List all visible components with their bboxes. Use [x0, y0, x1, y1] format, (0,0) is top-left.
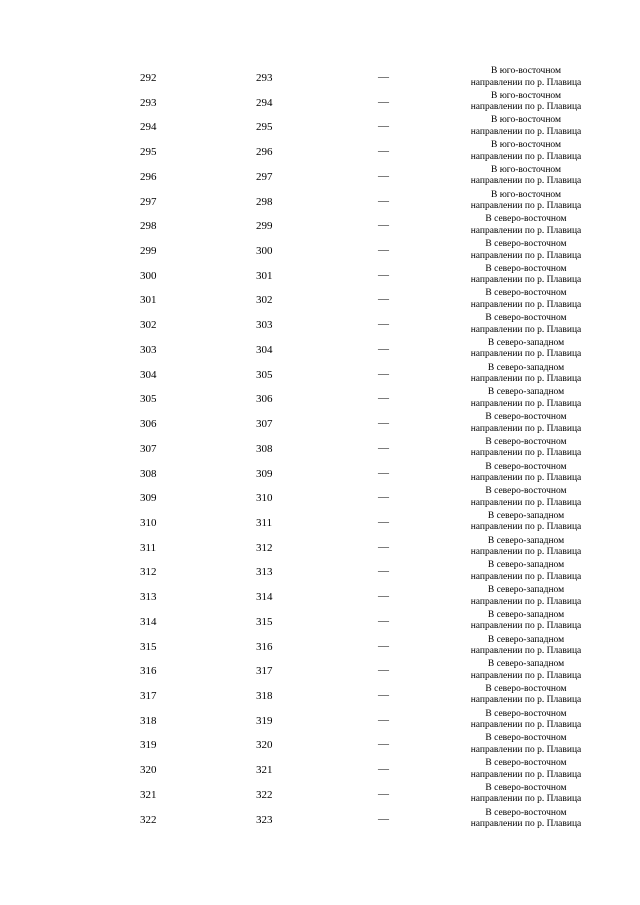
point-from: 296 [140, 170, 157, 183]
direction-description [458, 585, 594, 610]
direction-line: В северо-западном [487, 634, 565, 645]
point-to: 301 [256, 269, 273, 282]
empty-cell-dash: — [378, 441, 389, 454]
table-row [0, 115, 640, 140]
direction-line: В юго-восточном [491, 115, 561, 126]
table-row [0, 511, 640, 536]
river-line: направлении по р. Плавица [470, 349, 582, 360]
direction-line: В северо-восточном [485, 708, 567, 719]
point-to: 302 [256, 294, 273, 307]
river-line: направлении по р. Плавица [470, 324, 582, 335]
empty-cell-dash: — [378, 169, 389, 182]
table-row [0, 91, 640, 116]
table-row [0, 165, 640, 190]
point-from: 298 [140, 220, 157, 233]
direction-line: В северо-восточном [485, 486, 567, 497]
direction-line: В юго-восточном [491, 90, 561, 101]
river-line: направлении по р. Плавица [470, 275, 582, 286]
point-from: 292 [140, 72, 157, 84]
direction-line: В северо-восточном [485, 239, 567, 250]
point-to: 293 [256, 72, 273, 84]
direction-description [458, 808, 594, 833]
empty-cell-dash: — [378, 342, 389, 355]
table-row [0, 140, 640, 165]
point-from: 294 [140, 121, 157, 134]
boundary-points-table [0, 66, 640, 832]
direction-description [458, 462, 594, 487]
point-to: 303 [256, 319, 273, 332]
empty-cell-dash: — [378, 194, 389, 207]
point-from: 305 [140, 393, 157, 406]
direction-line: В северо-западном [487, 609, 565, 620]
table-row [0, 190, 640, 215]
empty-cell-dash: — [378, 244, 389, 257]
empty-cell-dash: — [378, 120, 389, 133]
point-to: 322 [256, 788, 273, 801]
river-line: направлении по р. Плавица [470, 819, 582, 830]
point-to: 321 [256, 764, 273, 777]
direction-line: В северо-восточном [485, 412, 567, 423]
point-from: 303 [140, 343, 157, 356]
direction-description [458, 536, 594, 561]
table-row [0, 462, 640, 487]
direction-description [458, 190, 594, 215]
direction-description [458, 709, 594, 734]
point-from: 297 [140, 195, 157, 208]
point-to: 308 [256, 442, 273, 455]
point-from: 315 [140, 640, 157, 653]
direction-line: В северо-восточном [485, 214, 567, 225]
direction-description [458, 758, 594, 783]
point-from: 318 [140, 714, 157, 727]
point-to: 295 [256, 121, 273, 134]
point-from: 321 [140, 788, 157, 801]
point-from: 295 [140, 146, 157, 159]
direction-description [458, 610, 594, 635]
point-from: 313 [140, 591, 157, 604]
table-row [0, 684, 640, 709]
table-row [0, 808, 640, 833]
river-line: направлении по р. Плавица [470, 621, 582, 632]
empty-cell-dash: — [378, 95, 389, 108]
direction-description [458, 91, 594, 116]
direction-line: В северо-восточном [485, 263, 567, 274]
river-line: направлении по р. Плавица [470, 646, 582, 657]
direction-line: В северо-восточном [485, 436, 567, 447]
table-row [0, 758, 640, 783]
direction-description [458, 214, 594, 239]
empty-cell-dash: — [378, 664, 389, 677]
point-to: 305 [256, 368, 273, 381]
table-row [0, 486, 640, 511]
direction-description [458, 264, 594, 289]
direction-description [458, 635, 594, 660]
empty-cell-dash: — [378, 318, 389, 331]
point-to: 317 [256, 665, 273, 678]
point-to: 309 [256, 467, 273, 480]
empty-cell-dash: — [378, 738, 389, 751]
river-line: направлении по р. Плавица [470, 769, 582, 780]
point-to: 298 [256, 195, 273, 208]
direction-description [458, 288, 594, 313]
direction-line: В северо-западном [487, 560, 565, 571]
river-line: направлении по р. Плавица [470, 497, 582, 508]
empty-cell-dash: — [378, 145, 389, 158]
river-line: направлении по р. Плавица [470, 374, 582, 385]
point-to: 310 [256, 492, 273, 505]
river-line: направлении по р. Плавица [470, 596, 582, 607]
direction-line: В юго-восточном [491, 164, 561, 175]
river-line: направлении по р. Плавица [470, 695, 582, 706]
river-line: направлении по р. Плавица [470, 176, 582, 187]
empty-cell-dash: — [378, 713, 389, 726]
table-row [0, 610, 640, 635]
river-line: направлении по р. Плавица [470, 547, 582, 558]
point-to: 306 [256, 393, 273, 406]
river-line: направлении по р. Плавица [470, 299, 582, 310]
empty-cell-dash: — [378, 466, 389, 479]
empty-cell-dash: — [378, 614, 389, 627]
table-row [0, 313, 640, 338]
point-to: 316 [256, 640, 273, 653]
river-line: направлении по р. Плавица [470, 571, 582, 582]
river-line: направлении по р. Плавица [470, 473, 582, 483]
river-line: направлении по р. Плавица [470, 225, 582, 236]
table-row [0, 585, 640, 610]
table-row [0, 733, 640, 758]
point-from: 306 [140, 418, 157, 431]
point-to: 299 [256, 220, 273, 233]
point-to: 296 [256, 146, 273, 159]
empty-cell-dash: — [378, 515, 389, 528]
point-to: 314 [256, 591, 273, 604]
direction-description [458, 165, 594, 190]
direction-description [458, 412, 594, 437]
direction-description [458, 387, 594, 412]
table-row [0, 288, 640, 313]
direction-line: В юго-восточном [491, 189, 561, 200]
river-line: направлении по р. Плавица [470, 670, 582, 681]
point-from: 302 [140, 319, 157, 332]
empty-cell-dash: — [378, 565, 389, 578]
river-line: направлении по р. Плавица [470, 151, 582, 162]
point-from: 319 [140, 739, 157, 752]
direction-description [458, 313, 594, 338]
empty-cell-dash: — [378, 417, 389, 430]
direction-description [458, 659, 594, 684]
point-from: 300 [140, 269, 157, 282]
table-row [0, 66, 640, 91]
river-line: направлении по р. Плавица [470, 522, 582, 533]
table-row [0, 412, 640, 437]
direction-line: В северо-восточном [485, 461, 567, 472]
river-line: направлении по р. Плавица [470, 250, 582, 261]
direction-description [458, 239, 594, 264]
direction-line: В северо-восточном [485, 733, 567, 744]
point-from: 293 [140, 96, 157, 109]
empty-cell-dash: — [378, 491, 389, 504]
direction-description [458, 437, 594, 462]
direction-description [458, 684, 594, 709]
point-from: 310 [140, 516, 157, 529]
point-to: 312 [256, 541, 273, 554]
direction-description [458, 511, 594, 536]
point-from: 314 [140, 615, 157, 628]
empty-cell-dash: — [378, 812, 389, 825]
direction-line: В северо-западном [487, 585, 565, 596]
river-line: направлении по р. Плавица [470, 398, 582, 409]
empty-cell-dash: — [378, 688, 389, 701]
point-to: 307 [256, 418, 273, 431]
table-row [0, 387, 640, 412]
table-row [0, 363, 640, 388]
point-to: 304 [256, 343, 273, 356]
point-from: 301 [140, 294, 157, 307]
river-line: направлении по р. Плавица [470, 794, 582, 805]
river-line: направлении по р. Плавица [470, 102, 582, 113]
river-line: направлении по р. Плавица [470, 720, 582, 731]
direction-line: В северо-западном [487, 659, 565, 670]
direction-description [458, 66, 594, 91]
point-to: 313 [256, 566, 273, 579]
direction-line: В северо-восточном [485, 288, 567, 299]
point-to: 320 [256, 739, 273, 752]
point-from: 299 [140, 245, 157, 258]
point-from: 316 [140, 665, 157, 678]
river-line: направлении по р. Плавица [470, 126, 582, 137]
direction-line: В северо-западном [487, 510, 565, 521]
point-to: 300 [256, 245, 273, 258]
river-line: направлении по р. Плавица [470, 744, 582, 755]
river-line: направлении по р. Плавица [470, 201, 582, 212]
table-row [0, 783, 640, 808]
direction-line: В северо-восточном [485, 782, 567, 793]
point-from: 309 [140, 492, 157, 505]
point-from: 322 [140, 813, 157, 826]
point-to: 294 [256, 96, 273, 109]
point-to: 319 [256, 714, 273, 727]
direction-description [458, 733, 594, 758]
point-from: 308 [140, 467, 157, 480]
point-to: 311 [256, 516, 273, 529]
empty-cell-dash: — [378, 367, 389, 380]
empty-cell-dash: — [378, 219, 389, 232]
point-from: 312 [140, 566, 157, 579]
table-row [0, 635, 640, 660]
river-line: направлении по р. Плавица [470, 423, 582, 434]
direction-line: В северо-восточном [485, 758, 567, 769]
point-to: 318 [256, 689, 273, 702]
direction-description [458, 560, 594, 585]
direction-line: В северо-западном [487, 337, 565, 348]
direction-line: В юго-восточном [491, 140, 561, 151]
empty-cell-dash: — [378, 639, 389, 652]
table-row [0, 709, 640, 734]
empty-cell-dash: — [378, 590, 389, 603]
direction-line: В северо-восточном [485, 313, 567, 324]
direction-description [458, 783, 594, 808]
direction-line: В северо-восточном [485, 807, 567, 818]
table-row [0, 437, 640, 462]
point-from: 304 [140, 368, 157, 381]
point-to: 315 [256, 615, 273, 628]
direction-line: В северо-западном [487, 535, 565, 546]
empty-cell-dash: — [378, 787, 389, 800]
table-row [0, 560, 640, 585]
direction-description [458, 363, 594, 388]
point-from: 317 [140, 689, 157, 702]
empty-cell-dash: — [378, 540, 389, 553]
direction-line: В юго-восточном [491, 66, 561, 76]
table-row [0, 214, 640, 239]
point-from: 311 [140, 541, 157, 554]
point-from: 320 [140, 764, 157, 777]
empty-cell-dash: — [378, 293, 389, 306]
table-row [0, 264, 640, 289]
direction-description [458, 486, 594, 511]
direction-description [458, 140, 594, 165]
empty-cell-dash: — [378, 763, 389, 776]
direction-description [458, 338, 594, 363]
empty-cell-dash: — [378, 71, 389, 83]
point-to: 297 [256, 170, 273, 183]
table-row [0, 536, 640, 561]
river-line: направлении по р. Плавица [470, 448, 582, 459]
table-row [0, 239, 640, 264]
point-to: 323 [256, 813, 273, 826]
direction-line: В северо-восточном [485, 683, 567, 694]
table-row [0, 659, 640, 684]
direction-line: В северо-западном [487, 362, 565, 373]
point-from: 307 [140, 442, 157, 455]
direction-description [458, 115, 594, 140]
river-line: направлении по р. Плавица [470, 77, 582, 88]
table-row [0, 338, 640, 363]
empty-cell-dash: — [378, 268, 389, 281]
direction-line: В северо-западном [487, 387, 565, 398]
empty-cell-dash: — [378, 392, 389, 405]
